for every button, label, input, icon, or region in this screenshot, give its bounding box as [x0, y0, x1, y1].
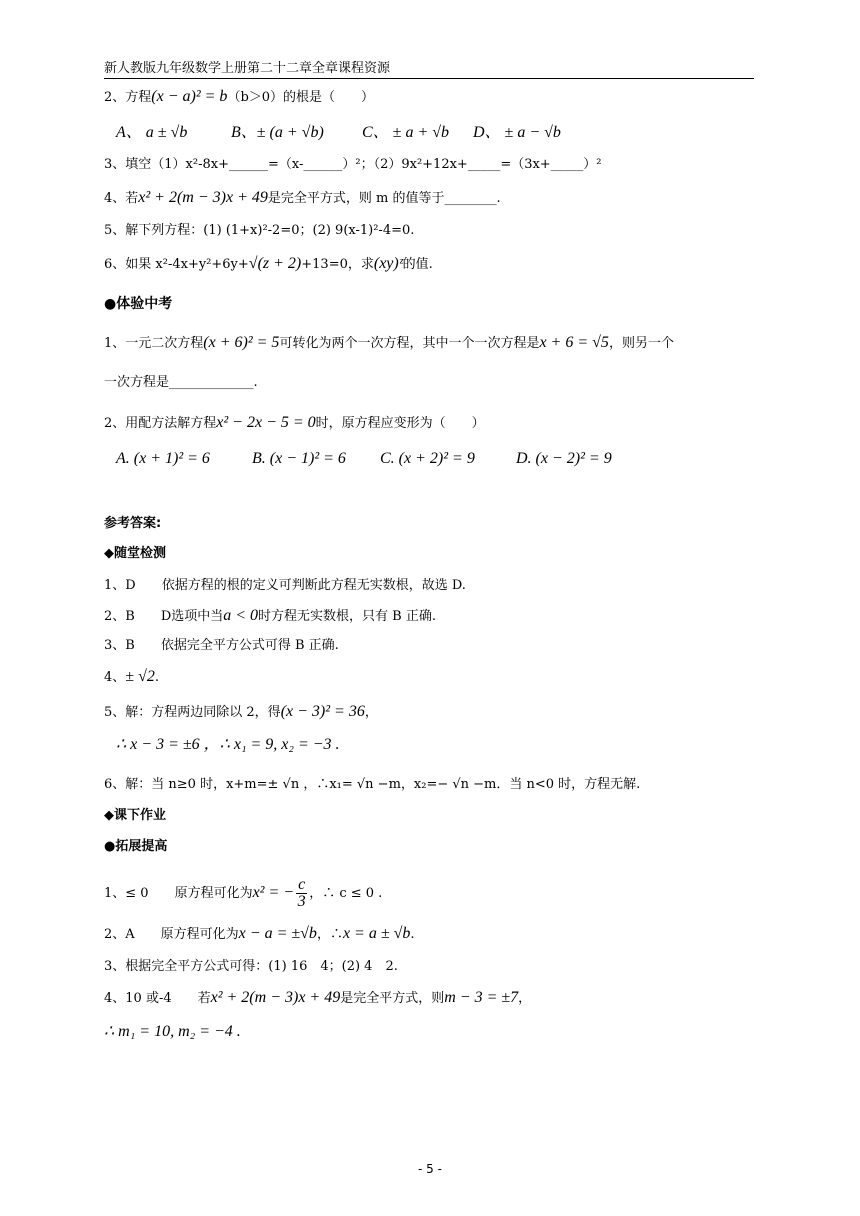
- answer-b2-middle: ，∴: [316, 927, 343, 942]
- q2-option-d: D、 ± a − √b: [473, 124, 561, 141]
- answer-b1-prefix: 1、≤ 0 原方程可化为: [104, 886, 253, 901]
- answer-b2-expression: x − a = ±√b: [238, 925, 317, 942]
- fraction-numerator: c: [298, 876, 306, 893]
- answer-6: 6、解：当 n≥0 时，x+m=± √n ，∴x₁= √n −m，x₂=− √n −m．当 n<0 时，方程无解.: [104, 777, 641, 792]
- q2-options: [116, 124, 561, 143]
- page-number: - 5 -: [418, 1162, 442, 1176]
- exam-q1-suffix: ，则另一个: [608, 336, 674, 351]
- answers-section-2: ◆课下作业: [104, 808, 166, 823]
- exam-q2-expression: x² − 2x − 5 = 0: [216, 414, 316, 431]
- answer-2-expression: a < 0: [223, 607, 259, 624]
- q2-option-b: B、± (a + √b): [231, 124, 324, 141]
- answer-b4-expression: x² + 2(m − 3)x + 49: [210, 989, 341, 1006]
- answer-5-suffix: ，: [364, 705, 378, 720]
- exam-q1-prefix: 1、一元二次方程: [104, 336, 204, 351]
- q2-condition: （b＞0）的根是（ ）: [227, 90, 375, 105]
- exam-q2-prefix: 2、用配方法解方程: [104, 416, 217, 431]
- q6-prefix: 6、如果 x²-4x+y²+6y+: [104, 257, 249, 272]
- q6-middle: +13=0，求: [301, 257, 374, 272]
- answer-b4-solution: ∴ m₁ = 10, m₂ = −4 .: [104, 1023, 241, 1040]
- q2-option-a: A、 a ± √b: [116, 124, 188, 141]
- answer-b2: [104, 925, 415, 944]
- exercise-q6: [104, 255, 433, 274]
- answer-b1-expression: x² = −: [252, 884, 295, 901]
- q2-option-c: C、 ± a + √b: [362, 124, 450, 141]
- answer-2-suffix: 时方程无实数根，只有 B 正确.: [258, 609, 436, 624]
- exercise-q3: 3、填空（1）x²-8x+______=（x-______）²；（2）9x²+12x+_____=（3x+_____）²: [104, 157, 602, 172]
- answer-b4-prefix: 4、10 或-4 若: [104, 991, 211, 1006]
- page-header: 新人教版九年级数学上册第二十二章全章课程资源: [104, 62, 754, 79]
- answer-4-prefix: 4、: [104, 670, 126, 685]
- exercise-q5: 5、解下列方程：(1) (1+x)²-2=0；(2) 9(x-1)²-4=0.: [104, 223, 415, 238]
- exam-q1-expression2: x + 6 = √5: [539, 334, 609, 351]
- q2-prefix: 2、方程: [104, 90, 152, 105]
- exam-q2-option-a: A. (x + 1)² = 6: [116, 450, 210, 467]
- answer-5-solution: ∴ x − 3 = ±6 ，∴ x₁ = 9, x₂ = −3 .: [116, 736, 340, 753]
- exam-q2-option-d: D. (x − 2)² = 9: [516, 450, 612, 467]
- exam-q2-option-b: B. (x − 1)² = 6: [252, 450, 346, 467]
- answers-title: 参考答案:: [104, 516, 162, 531]
- answers-section-1: ◆随堂检测: [104, 546, 166, 561]
- answer-b2-prefix: 2、A 原方程可化为: [104, 927, 239, 942]
- exercise-q2: [104, 88, 374, 107]
- q2-expression: (x − a)² = b: [151, 88, 228, 105]
- answer-4-suffix: .: [154, 670, 159, 685]
- exam-q1-middle: 可转化为两个一次方程，其中一个一次方程是: [279, 336, 540, 351]
- exam-section-title: ●体验中考: [104, 296, 173, 312]
- q4-prefix: 4、若: [104, 191, 139, 206]
- answer-5-prefix: 5、解：方程两边同除以 2，得: [104, 705, 281, 720]
- answer-2-prefix: 2、B D选项中当: [104, 609, 224, 624]
- fraction-denominator: 3: [297, 893, 306, 910]
- answer-4: [104, 668, 159, 687]
- exam-q2-suffix: 时，原方程应变形为（ ）: [315, 416, 485, 431]
- answer-b1: [104, 877, 382, 910]
- exam-q2: [104, 414, 485, 433]
- answer-4-expression: ± √2: [125, 668, 155, 685]
- exam-q1-line2: 一次方程是_____________.: [104, 375, 258, 390]
- answer-b2-expression2: x = a ± √b: [342, 925, 411, 942]
- answer-b4-middle: 是完全平方式，则: [340, 991, 445, 1006]
- answer-b4-expression2: m − 3 = ±7: [444, 989, 519, 1006]
- q6-power-expression: (xy)ᶻ: [373, 255, 403, 272]
- exam-q1-line1: [104, 334, 674, 353]
- exam-q2-option-c: C. (x + 2)² = 9: [380, 450, 475, 467]
- answer-1: 1、D 依据方程的根的定义可判断此方程无实数根，故选 D.: [104, 578, 466, 593]
- exam-q2-options: [116, 450, 612, 469]
- exam-q1-expression: (x + 6)² = 5: [203, 334, 280, 351]
- answer-b1-suffix: ，∴ c ≤ 0 .: [309, 886, 383, 901]
- answer-b3: 3、根据完全平方公式可得：(1) 16 4；(2) 4 2.: [104, 959, 398, 974]
- q6-suffix: 的值.: [402, 257, 433, 272]
- exercise-q4: [104, 189, 501, 208]
- answer-3: 3、B 依据完全平方公式可得 B 正确.: [104, 638, 339, 653]
- answer-b2-suffix: .: [410, 927, 415, 942]
- answer-b4-suffix: ，: [518, 991, 532, 1006]
- answer-5-expression: (x − 3)² = 36: [280, 703, 365, 720]
- answer-b4: [104, 989, 531, 1008]
- answers-section-3: ●拓展提高: [104, 839, 168, 854]
- q6-sqrt-expression: √(z + 2): [248, 255, 302, 272]
- answer-2: [104, 607, 436, 626]
- q4-suffix: 是完全平方式，则 m 的值等于________.: [267, 191, 501, 206]
- answer-b1-fraction: [296, 877, 307, 910]
- q4-expression: x² + 2(m − 3)x + 49: [138, 189, 268, 206]
- answer-5: [104, 703, 378, 722]
